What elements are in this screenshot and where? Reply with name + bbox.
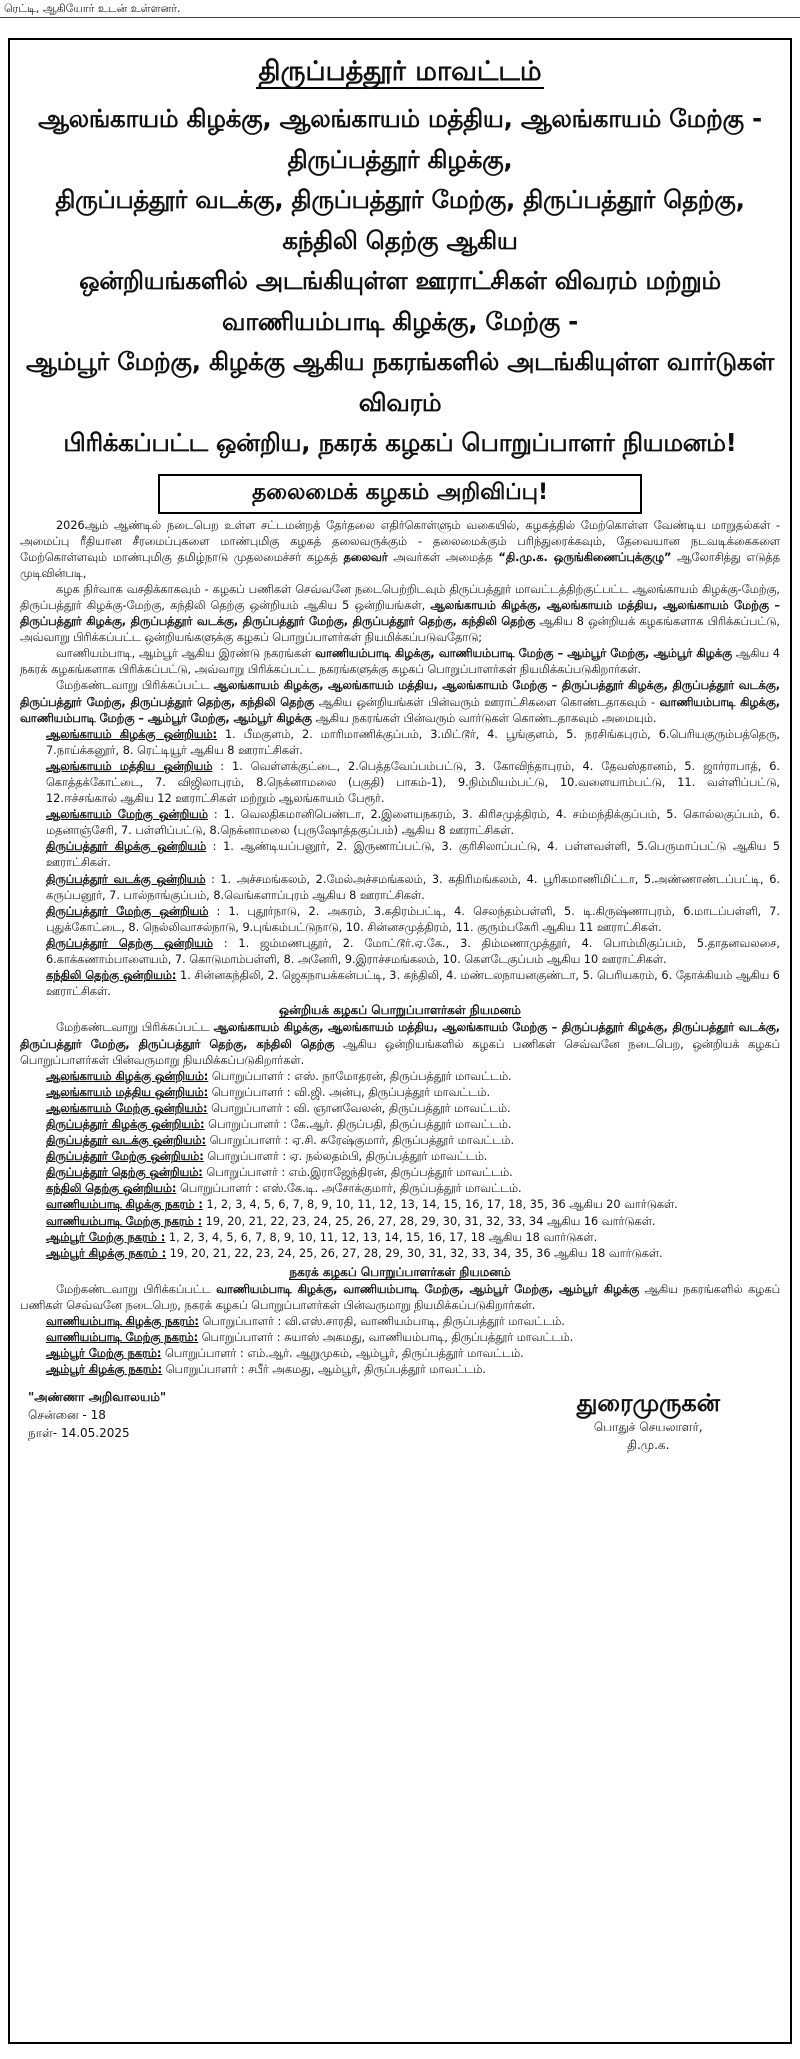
ward-row: ஆம்பூர் மேற்கு நகரம் : 1, 2, 3, 4, 5, 6, 7, 8, 9, 10, 11, 12, 13, 14, 15, 16, 17, 18 ஆகிய 18 வார்டுகள்.: [46, 1230, 598, 1244]
paragraph: வாணியம்பாடி, ஆம்பூர் ஆகிய இரண்டு நகரங்கள் வாணியம்பாடி கிழக்கு, வாணியம்பாடி மேற்கு – ஆம்பூர் மேற்கு, ஆம்பூர் கிழக்கு ஆகிய 4 நகரக் கழகங்களாக பிரிக்கப்பட்டு, அவ்வாறு பிரிக்கப்பட்ட நகரங்களுக்கு கழகப் பொறுப்பாளர்கள் நியமிக்கப்படுகிறார்கள்.: [20, 647, 780, 677]
district-title: திருப்பத்தூர் மாவட்டம்: [258, 56, 542, 87]
appointment-row: கந்திலி தெற்கு ஒன்றியம்: பொறுப்பாளர் : எஸ்.கே.டி. அசோக்குமார், திருப்பத்தூர் மாவட்டம்.: [46, 1182, 522, 1196]
notice-box: [8, 38, 792, 2044]
appointment-row: திருப்பத்தூர் வடக்கு ஒன்றியம்: பொறுப்பாளர் : ஏ.சி. சுரேஷ்குமார், திருப்பத்தூர் மாவட்டம்.: [46, 1134, 515, 1148]
paragraph: 2026ஆம் ஆண்டில் நடைபெற உள்ள சட்டமன்றத் தேர்தலை எதிர்கொள்ளும் வகையில், கழகத்தில் மேற்கொள்ள வேண்டிய மாறுதல்கள் - அமைப்பு ரீதியான சீரமைப்புகளை மாண்புமிகு கழகத் தலைவருக்கும் - தலைமைக்கும் பரிந்துரைக்கவும், தேவையான நடவடிக்கைகளை மேற்கொள்ளவும் மாண்புமிகு தமிழ்நாடு முதலமைச்சர் கழகத் தலைவர் அவர்கள் அமைத்த “தி.மு.க. ஒருங்கிணைப்புக்குழு” ஆலோசித்து எடுத்த முடிவின்படி,: [20, 518, 781, 580]
union-list-item: ஆலங்காயம் மத்திய ஒன்றியம் : 1. வெள்ளக்குட்டை, 2.பெத்தவேப்பம்பட்டு, 3. கோவிந்தாபுரம், 4. தேவஸ்தானம், 5. ஜார்ராபாத், 6. கொத்தக்கோட்டை, 7. விஜிலாபுரம், 8.நெக்னாமலை (பகுதி) பாகம்-1), 9.நிம்மியம்பட்டு, 10.வளையாம்பட்டு, 11. வள்ளிப்பட்டு, 12.ஈச்சங்கால் ஆகிய 12 ஊராட்சிகள் மற்றும் ஆலங்காயம் பேரூர்.: [46, 759, 780, 806]
appointment-row: ஆலங்காயம் மத்திய ஒன்றியம்: பொறுப்பாளர் : வி.ஜி. அன்பு, திருப்பத்தூர் மாவட்டம்.: [46, 1085, 491, 1099]
signatory-name: துரைமுருகன்: [576, 1389, 720, 1418]
headline-line: ஒன்றியங்களில் அடங்கியுள்ள ஊராட்சிகள் விவரம் மற்றும் வாணியம்பாடி கிழக்கு, மேற்கு -: [79, 266, 721, 336]
union-list-item: கந்திலி தெற்கு ஒன்றியம்: 1. சின்னகந்திலி, 2. ஜெகநாயக்கன்பட்டி, 3. கந்திலி, 4. மண்டலநாயனகுண்டா, 5. பெரியகரம், 6. தோக்கியம் ஆகிய 6 ஊராட்சிகள்.: [46, 969, 780, 999]
appointment-row: ஆம்பூர் கிழக்கு நகரம்: பொறுப்பாளர் : சபீர் அகமது, ஆம்பூர், திருப்பத்தூர் மாவட்டம்.: [46, 1363, 486, 1377]
signatory-title: பொதுச் செயலாளர்,: [593, 1420, 703, 1435]
top-strip: ரெட்டி, ஆகியோர் உடன் உள்ளனர்.: [0, 0, 800, 18]
union-list-item: ஆலங்காயம் கிழக்கு ஒன்றியம்: 1. பீமகுளம், 2. மாரிமாணிக்குப்பம், 3.மிட்டூர், 4. பூங்குளம், 5. நரசிங்கபுரம், 6.பெரியகுரும்பத்தெரு, 7.நாய்க்கனூர், 8. ரெட்டியூர் ஆகிய 8 ஊராட்சிகள்.: [46, 727, 781, 757]
paragraph: மேற்கண்டவாறு பிரிக்கப்பட்ட வாணியம்பாடி கிழக்கு, வாணியம்பாடி மேற்கு, ஆம்பூர் மேற்கு, ஆம்பூர் கிழக்கு ஆகிய நகரங்களில் கழகப் பணிகள் செவ்வனே நடைபெற, நகரக் கழகப் பொறுப்பாளர்கள் பின்வருமாறு நியமிக்கப்படுகிறார்கள்.: [20, 1282, 780, 1312]
appointment-row: திருப்பத்தூர் தெற்கு ஒன்றியம்: பொறுப்பாளர் : எம்.இராஜேந்திரன், திருப்பத்தூர் மாவட்டம்.: [46, 1166, 513, 1180]
union-list-item: திருப்பத்தூர் மேற்கு ஒன்றியம் : 1. புதூர்நாடு, 2. அகரம், 3.கதிரம்பட்டி, 4. செலந்தம்பள்ளி, 5. டி.கிருஷ்ணாபுரம், 6.மாடப்பள்ளி, 7. புதுக்கோட்டை, 8. நெல்லிவாசல்நாடு, 9.புங்கம்பட்டுநாடு, 10. சின்னசமுத்திரம், 11. குரும்பகேரி ஆகிய 11 ஊராட்சிகள்.: [46, 904, 780, 934]
headline-line: ஆம்பூர் மேற்கு, கிழக்கு ஆகிய நகரங்களில் அடங்கியுள்ள வார்டுகள் விவரம்: [25, 347, 775, 417]
section-title: நகரக் கழகப் பொறுப்பாளர்கள் நியமனம்: [289, 1264, 511, 1279]
notice-body: [20, 518, 780, 1379]
issue-city: சென்னை - 18: [28, 1408, 106, 1423]
union-list-item: திருப்பத்தூர் தெற்கு ஒன்றியம் : 1. ஜம்மணபுதூர், 2. மோட்டூர்.ஏ.கே., 3. திம்மணாமுத்தூர், 4. பொம்மிகுப்பம், 5.தாதனவலசை, 6.காக்கணாம்பாளையம், 7. கொடுமாம்பள்ளி, 8. அனேரி, 9.இராச்சமங்கலம், 10. கௌடேகுப்பம் ஆகிய 10 ஊராட்சிகள்.: [46, 936, 780, 967]
paragraph: மேற்கண்டவாறு பிரிக்கப்பட்ட ஆலங்காயம் கிழக்கு, ஆலங்காயம் மத்திய, ஆலங்காயம் மேற்கு – திருப்பத்தூர் கிழக்கு, திருப்பத்தூர் வடக்கு, திருப்பத்தூர் மேற்கு, திருப்பத்தூர் தெற்கு, கந்திலி தெற்கு ஆகிய ஒன்றியங்கள் பின்வரும் ஊராட்சிகளை கொண்டதாகவும் - வாணியம்பாடி கிழக்கு, வாணியம்பாடி மேற்கு – ஆம்பூர் மேற்கு, ஆம்பூர் கிழக்கு ஆகிய நகரங்கள் பின்வரும் வார்டுகள் கொண்டதாகவும் அமையும்.: [20, 679, 781, 725]
appointment-row: வாணியம்பாடி கிழக்கு நகரம்: பொறுப்பாளர் : வி.எஸ்.சாரதி, வாணியம்பாடி, திருப்பத்தூர் மாவட்டம்.: [46, 1315, 565, 1329]
paragraph: மேற்கண்டவாறு பிரிக்கப்பட்ட ஆலங்காயம் கிழக்கு, ஆலங்காயம் மத்திய, ஆலங்காயம் மேற்கு – திருப்பத்தூர் கிழக்கு, திருப்பத்தூர் வடக்கு, திருப்பத்தூர் மேற்கு, திருப்பத்தூர் தெற்கு, கந்திலி தெற்கு ஆகிய ஒன்றியங்களில் கழகப் பணிகள் செவ்வனே நடைபெற, ஒன்றியக் கழகப் பொறுப்பாளர்கள் பின்வருமாறு நியமிக்கப்படுகிறார்கள்.: [20, 1021, 781, 1067]
headline-line: திருப்பத்தூர் வடக்கு, திருப்பத்தூர் மேற்கு, திருப்பத்தூர் தெற்கு, கந்திலி தெற்கு ஆகிய: [55, 185, 745, 255]
issue-place: "அண்ணா அறிவாலயம்": [28, 1390, 167, 1405]
union-list-item: திருப்பத்தூர் கிழக்கு ஒன்றியம் : 1. ஆண்டியப்பனூர், 2. இருணாப்பட்டு, 3. குரிசிலாப்பட்டு, 4. பள்ளவள்ளி, 5.பெருமாப்பட்டு ஆகிய 5 ஊராட்சிகள்.: [46, 840, 781, 870]
appointment-row: ஆலங்காயம் கிழக்கு ஒன்றியம்: பொறுப்பாளர் : எஸ். நாமோதரன், திருப்பத்தூர் மாவட்டம்.: [46, 1069, 512, 1083]
appointment-row: திருப்பத்தூர் கிழக்கு ஒன்றியம்: பொறுப்பாளர் : கே.ஆர். திருப்பதி, திருப்பத்தூர் மாவட்டம்.: [46, 1117, 512, 1131]
signatory: [577, 1388, 780, 1454]
announcement-box: தலைமைக் கழகம் அறிவிப்பு!: [158, 474, 642, 514]
section-title: ஒன்றியக் கழகப் பொறுப்பாளர்கள் நியமனம்: [279, 1003, 521, 1018]
paragraph: கழக நிர்வாக வசதிக்காகவும் - கழகப் பணிகள் செவ்வனே நடைபெற்றிடவும் திருப்பத்தூர் மாவட்டத்திற்குட்பட்ட ஆலங்காயம் கிழக்கு-மேற்கு, திருப்பத்தூர் கிழக்கு-மேற்கு, கந்திலி தெற்கு ஒன்றியம் ஆகிய 5 ஒன்றியங்கள், ஆலங்காயம் கிழக்கு, ஆலங்காயம் மத்திய, ஆலங்காயம் மேற்கு – திருப்பத்தூர் கிழக்கு, திருப்பத்தூர் வடக்கு, திருப்பத்தூர் மேற்கு, திருப்பத்தூர் தெற்கு, கந்திலி தெற்கு ஆகிய 8 ஒன்றியக் கழகங்களாக பிரிக்கப்பட்டு, அவ்வாறு பிரிக்கப்பட்ட ஒன்றியங்களுக்கு கழகப் பொறுப்பாளர்கள் நியமிக்கப்படுவதோடு;: [20, 582, 780, 645]
headline-line: பிரிக்கப்பட்ட ஒன்றிய, நகரக் கழகப் பொறுப்பாளர் நியமனம்!: [63, 428, 737, 457]
headline: [20, 99, 780, 464]
issue-date: நாள்- 14.05.2025: [28, 1426, 130, 1441]
appointment-row: திருப்பத்தூர் மேற்கு ஒன்றியம்: பொறுப்பாளர் : ஏ. நல்லதம்பி, திருப்பத்தூர் மாவட்டம்.: [46, 1150, 488, 1164]
issue-details: [20, 1388, 166, 1454]
union-list-item: திருப்பத்தூர் வடக்கு ஒன்றியம் : 1. அச்சமங்கலம், 2.மேல்அச்சமங்கலம், 3. கதிரிமங்கலம், 4. பூரிகமாணிமிட்டா, 5.அண்ணாண்டப்பட்டி, 6. கருப்பனூர், 7. பால்நாங்குப்பம், 8.வெங்களாப்புரம் ஆகிய 8 ஊராட்சிகள்.: [46, 872, 780, 902]
signoff: [20, 1388, 780, 1454]
ward-row: ஆம்பூர் கிழக்கு நகரம் : 19, 20, 21, 22, 23, 24, 25, 26, 27, 28, 29, 30, 31, 32, 33, 34, 35, 36 ஆகிய 18 வார்டுகள்.: [46, 1246, 663, 1260]
signatory-party: தி.மு.க.: [627, 1438, 670, 1453]
appointment-row: வாணியம்பாடி மேற்கு நகரம்: பொறுப்பாளர் : சுயாஸ் அகமது, வாணியம்பாடி, திருப்பத்தூர் மாவட்டம்.: [46, 1331, 574, 1345]
union-list-item: ஆலங்காயம் மேற்கு ஒன்றியம் : 1. வெலதிகமானிபெண்டா, 2.இளையநகரம், 3. கிரிசமுத்திரம், 4. சம்மந்திக்குப்பம், 5. கொல்லகுப்பம், 6. மதனாஞ்சேரி, 7. பள்ளிப்பட்டு, 8.நெக்னாமலை (புருஷோத்தகுப்பம்) ஆகிய 8 ஊராட்சிகள்.: [46, 808, 780, 838]
appointment-row: ஆம்பூர் மேற்கு நகரம்: பொறுப்பாளர் : எம்.ஆர். ஆறுமுகம், ஆம்பூர், திருப்பத்தூர் மாவட்டம்.: [46, 1347, 524, 1361]
ward-row: வாணியம்பாடி கிழக்கு நகரம் : 1, 2, 3, 4, 5, 6, 7, 8, 9, 10, 11, 12, 13, 14, 15, 16, 17, 18, 35, 36 ஆகிய 20 வார்டுகள்.: [46, 1198, 678, 1212]
headline-line: ஆலங்காயம் கிழக்கு, ஆலங்காயம் மத்திய, ஆலங்காயம் மேற்கு - திருப்பத்தூர் கிழக்கு,: [38, 104, 762, 174]
appointment-row: ஆலங்காயம் மேற்கு ஒன்றியம்: பொறுப்பாளர் : வி. ஞானவேலன், திருப்பத்தூர் மாவட்டம்.: [46, 1101, 511, 1115]
ward-row: வாணியம்பாடி மேற்கு நகரம் : 19, 20, 21, 22, 23, 24, 25, 26, 27, 28, 29, 30, 31, 32, 33, 34 ஆகிய 16 வார்டுகள்.: [46, 1214, 656, 1228]
